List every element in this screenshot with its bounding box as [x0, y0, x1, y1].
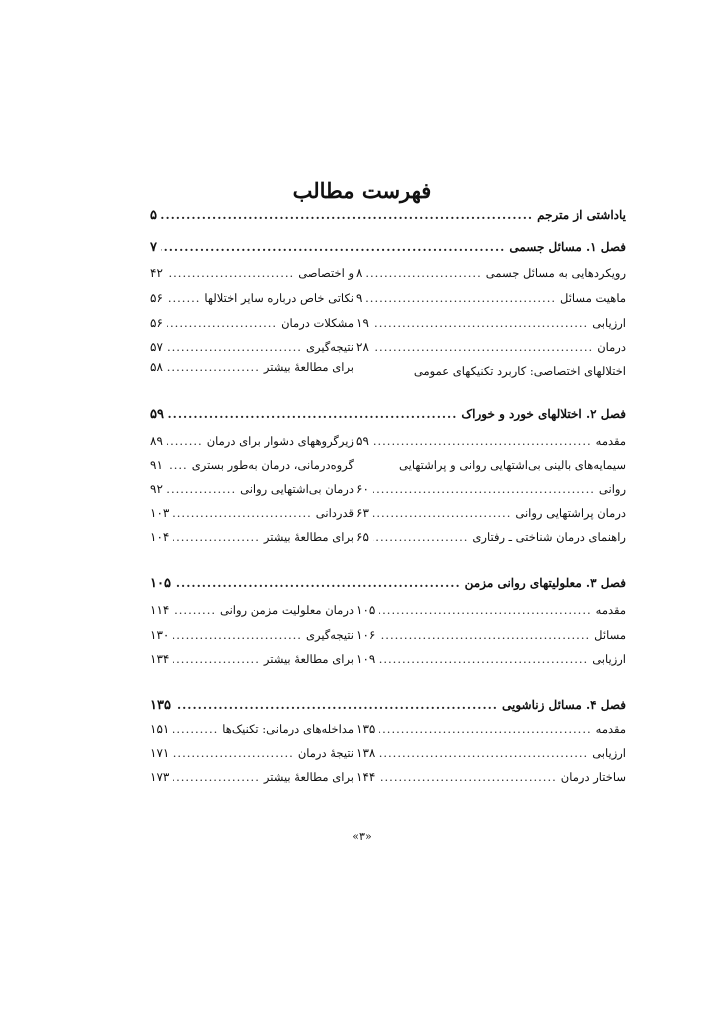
- chapter-title: فصل ۲. اختلالهای خورد و خوراک: [461, 407, 626, 421]
- dot-leader: [379, 652, 588, 666]
- toc-entry[interactable]: [356, 506, 626, 522]
- entry-label: اختلالهای اختصاصی: کاربرد تکنیکهای عمومی: [413, 364, 626, 378]
- toc-entry[interactable]: [150, 530, 354, 546]
- dot-leader: [175, 698, 498, 712]
- dot-leader: [373, 434, 592, 448]
- toc-entry[interactable]: [356, 364, 626, 380]
- entry-label: نتیجه‌گیری: [305, 628, 354, 642]
- entry-page: ۱۰۶: [356, 628, 376, 642]
- entry-page: ۱۹: [356, 316, 369, 330]
- toc-entry[interactable]: [150, 722, 354, 738]
- entry-label: سیمایه‌های بالینی بی‌اشتهایی روانی و پراشتهایی: [399, 458, 626, 472]
- toc-entry[interactable]: [356, 482, 626, 498]
- entry-page: ۱۴۴: [356, 770, 376, 784]
- toc-entry[interactable]: [150, 506, 354, 522]
- entry-label: مسائل: [594, 628, 626, 642]
- toc-entry[interactable]: [150, 266, 354, 282]
- entry-page: ۱۷۳: [150, 770, 170, 784]
- dot-leader: [379, 722, 591, 736]
- toc-entry[interactable]: [150, 628, 354, 644]
- dot-leader: [173, 770, 260, 784]
- entry-page: ۱۳۴: [150, 652, 170, 666]
- entry-page: ۵۹: [356, 434, 369, 448]
- toc-entry[interactable]: [150, 316, 354, 332]
- entry-label: نتیجه‌گیری: [305, 340, 354, 354]
- toc-entry[interactable]: [150, 291, 354, 307]
- entry-page: ۹۱: [150, 458, 163, 472]
- dot-leader: [366, 266, 481, 280]
- entry-page: ۵۶: [150, 316, 163, 330]
- entry-label: مشکلات درمان: [281, 316, 354, 330]
- toc-entry[interactable]: [150, 603, 354, 619]
- dot-leader: [173, 506, 311, 520]
- entry-label: برای مطالعهٔ بیشتر: [263, 770, 354, 784]
- entry-page: ۱۱۴: [150, 603, 170, 617]
- entry-page: ۴۲: [150, 266, 163, 280]
- entry-page: ۹۲: [150, 482, 163, 496]
- entry-label: درمان معلولیت مزمن روانی: [220, 603, 354, 617]
- entry-page: ۵: [150, 208, 157, 223]
- entry-label: یاداشتی از مترجم: [537, 208, 626, 222]
- entry-label: زیرگروههای دشوار برای درمان: [206, 434, 354, 448]
- entry-page: ۵۷: [150, 340, 163, 354]
- dot-leader: [373, 530, 469, 544]
- dot-leader: [373, 506, 511, 520]
- dot-leader: [173, 722, 218, 736]
- chapter-heading-3[interactable]: [150, 576, 626, 592]
- toc-entry[interactable]: [150, 770, 354, 786]
- toc-entry[interactable]: [150, 458, 354, 474]
- entry-page: ۱۰۵: [356, 603, 376, 617]
- dot-leader: [167, 482, 236, 496]
- dot-leader: [173, 628, 302, 642]
- entry-label: نکاتی خاص درباره سایر اختلالها: [204, 291, 354, 305]
- dot-leader: [167, 266, 294, 280]
- entry-page: ۸: [356, 266, 363, 280]
- entry-page: ۱۰۳: [150, 506, 170, 520]
- entry-label: مداخله‌های درمانی: تکنیک‌ها: [222, 722, 354, 736]
- entry-page: ۵۶: [150, 291, 163, 305]
- dot-leader: [373, 340, 593, 354]
- entry-page: ۱۷۱: [150, 746, 170, 760]
- entry-label: گروه‌درمانی، درمان به‌طور بستری: [191, 458, 354, 472]
- toc-entry[interactable]: [356, 458, 626, 474]
- dot-leader: [379, 628, 590, 642]
- toc-entry[interactable]: [150, 652, 354, 668]
- dot-leader: [173, 746, 293, 760]
- entry-page: ۶۵: [356, 530, 369, 544]
- chapter-title: فصل ۳. معلولیتهای روانی مزمن: [464, 576, 626, 590]
- toc-entry[interactable]: [356, 746, 626, 762]
- toc-entry[interactable]: [356, 530, 626, 546]
- entry-label: نتیجهٔ درمان: [297, 746, 354, 760]
- toc-entry[interactable]: [356, 722, 626, 738]
- dot-leader: [161, 240, 505, 254]
- dot-leader: [168, 407, 457, 421]
- chapter-title: فصل ۴. مسائل زناشویی: [501, 698, 626, 712]
- dot-leader: [167, 291, 201, 305]
- chapter-title: فصل ۱. مسائل جسمی: [509, 240, 626, 254]
- toc-entry[interactable]: [356, 291, 626, 307]
- toc-entry[interactable]: [150, 360, 354, 376]
- entry-label: مقدمه: [595, 434, 626, 448]
- entry-label: ارزیابی: [592, 652, 626, 666]
- entry-label: مقدمه: [595, 603, 626, 617]
- dot-leader: [379, 603, 591, 617]
- entry-label: درمان پراشتهایی روانی: [515, 506, 626, 520]
- chapter-page: ۱۰۵: [150, 576, 171, 591]
- entry-page: ۱۰۹: [356, 652, 376, 666]
- toc-entry[interactable]: [356, 316, 626, 332]
- dot-leader: [167, 340, 302, 354]
- entry-label: و اختصاصی: [298, 266, 354, 280]
- dot-leader: [173, 603, 216, 617]
- dot-leader: [167, 316, 277, 330]
- chapter-page: ۱۳۵: [150, 698, 171, 713]
- entry-page: ۶۳: [356, 506, 369, 520]
- entry-label: درمان بی‌اشتهایی روانی: [240, 482, 354, 496]
- dot-leader: [167, 458, 188, 472]
- dot-leader: [379, 746, 588, 760]
- toc-entry[interactable]: [150, 746, 354, 762]
- entry-label: قدردانی: [315, 506, 354, 520]
- entry-label: روانی: [598, 482, 626, 496]
- toc-entry[interactable]: [356, 652, 626, 668]
- chapter-heading-2[interactable]: [150, 407, 626, 423]
- entry-page: ۱۵۱: [150, 722, 170, 736]
- page-number: «۳»: [352, 830, 372, 843]
- toc-entry[interactable]: [356, 628, 626, 644]
- toc-entry[interactable]: [150, 482, 354, 498]
- entry-page: ۱۳۵: [356, 722, 376, 736]
- entry-page: ۶۰: [356, 482, 369, 496]
- dot-leader: [366, 291, 556, 305]
- entry-page: ۵۸: [150, 360, 163, 374]
- entry-label: برای مطالعهٔ بیشتر: [263, 530, 354, 544]
- chapter-heading-1[interactable]: [150, 240, 626, 256]
- entry-label: ساختار درمان: [560, 770, 626, 784]
- entry-label: ارزیابی: [592, 746, 626, 760]
- entry-label: ماهیت مسائل: [560, 291, 626, 305]
- entry-label: برای مطالعهٔ بیشتر: [263, 360, 354, 374]
- entry-label: رویکردهایی به مسائل جسمی: [485, 266, 626, 280]
- dot-leader: [175, 576, 461, 590]
- toc-entry[interactable]: [356, 770, 626, 786]
- dot-leader: [167, 360, 260, 374]
- toc-entry[interactable]: [356, 340, 626, 356]
- entry-label: راهنمای درمان شناختی ـ رفتاری: [472, 530, 626, 544]
- dot-leader: [167, 434, 203, 448]
- entry-label: برای مطالعهٔ بیشتر: [263, 652, 354, 666]
- dot-leader: [379, 770, 556, 784]
- entry-page: ۲۸: [356, 340, 369, 354]
- toc-entry[interactable]: [356, 266, 626, 282]
- chapter-page: ۷: [150, 240, 157, 255]
- dot-leader: [161, 208, 533, 222]
- dot-leader: [173, 530, 260, 544]
- entry-label: ارزیابی: [592, 316, 626, 330]
- entry-label: درمان: [597, 340, 626, 354]
- entry-page: ۱۰۴: [150, 530, 170, 544]
- chapter-page: ۵۹: [150, 407, 164, 422]
- dot-leader: [173, 652, 260, 666]
- entry-page: ۱۳۸: [356, 746, 376, 760]
- toc-entry[interactable]: [150, 434, 354, 450]
- dot-leader: [373, 482, 595, 496]
- entry-page: ۱۳۰: [150, 628, 170, 642]
- chapter-heading-4[interactable]: [150, 698, 626, 714]
- entry-page: ۸۹: [150, 434, 163, 448]
- toc-entry[interactable]: [150, 340, 354, 356]
- entry-page: ۹: [356, 291, 363, 305]
- entry-label: مقدمه: [595, 722, 626, 736]
- toc-entry[interactable]: [356, 603, 626, 619]
- toc-entry[interactable]: [356, 434, 626, 450]
- dot-leader: [373, 316, 588, 330]
- page-title: فهرست مطالب: [292, 178, 432, 203]
- toc-entry-translator-note[interactable]: [150, 208, 626, 224]
